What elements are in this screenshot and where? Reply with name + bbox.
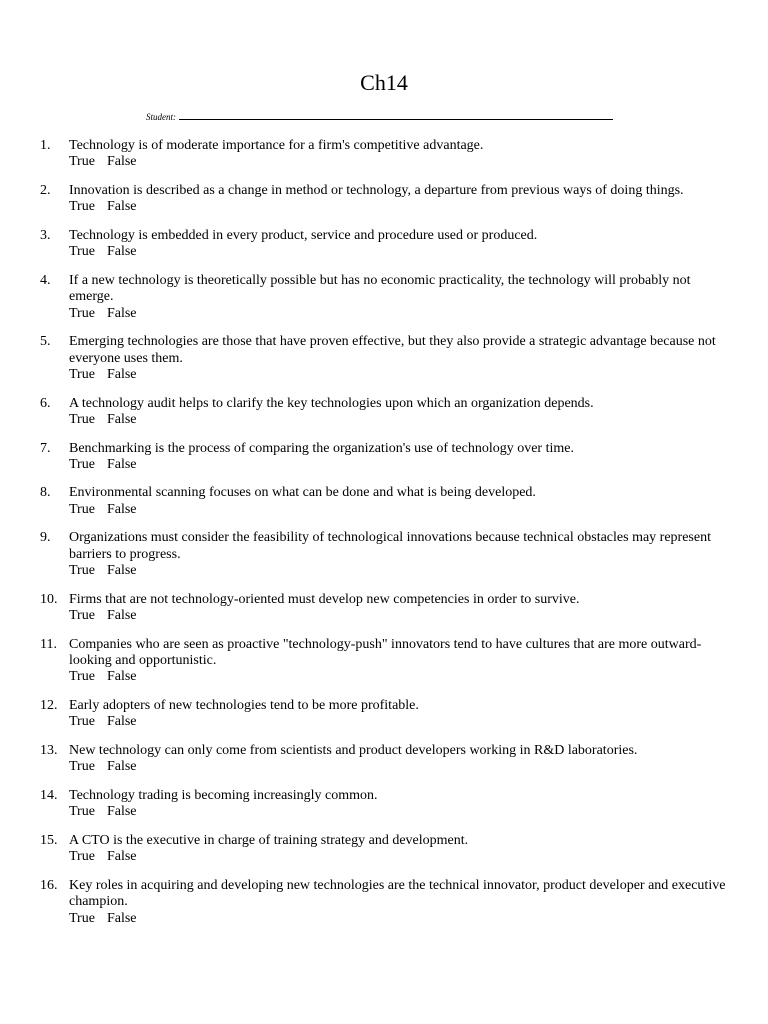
answer-true: True: [69, 669, 95, 685]
answer-true: True: [69, 305, 95, 321]
student-label: Student:: [146, 112, 176, 122]
question-number: 7.: [40, 440, 51, 456]
question-number: 12.: [40, 698, 58, 714]
answer-false: False: [106, 563, 137, 579]
answer-options: [69, 563, 730, 579]
question-item: [40, 743, 730, 776]
question-item: [40, 788, 730, 821]
question-text: Technology trading is becoming increasingly common.: [69, 787, 378, 803]
answer-options: [69, 244, 730, 260]
answer-options: [69, 669, 730, 685]
question-number: 16.: [40, 877, 58, 893]
question-text: Technology is of moderate importance for a firm's competitive advantage.: [69, 138, 484, 153]
question-item: [40, 228, 730, 261]
answer-true: True: [69, 366, 95, 382]
answer-true: True: [69, 199, 95, 215]
question-number: 4.: [40, 272, 51, 288]
answer-true: True: [69, 563, 95, 579]
question-text: Innovation is described as a change in method or technology, a departure from previous ways of doing things.: [69, 182, 684, 198]
question-number: 15.: [40, 832, 58, 848]
question-text: Emerging technologies are those that have proven effective, but they also provide a strategic advantage because not everyone uses them.: [69, 334, 716, 366]
answer-options: [69, 804, 730, 820]
answer-false: False: [106, 366, 137, 382]
answer-false: False: [106, 759, 137, 775]
answer-true: True: [69, 714, 95, 730]
answer-false: False: [106, 305, 137, 321]
question-number: 3.: [40, 227, 51, 243]
answer-options: [69, 502, 730, 518]
answer-false: False: [106, 669, 137, 685]
question-item: [40, 485, 730, 518]
question-text: Early adopters of new technologies tend to be more profitable.: [69, 698, 419, 714]
question-text: If a new technology is theoretically possible but has no economic practicality, the technology will probably not emerge.: [69, 272, 691, 305]
question-number: 13.: [40, 743, 58, 758]
answer-false: False: [106, 456, 137, 472]
question-item: [40, 273, 730, 322]
answer-false: False: [106, 910, 137, 926]
answer-false: False: [106, 501, 137, 517]
answer-true: True: [69, 501, 95, 517]
answer-false: False: [106, 608, 137, 624]
question-text: New technology can only come from scientists and product developers working in R&D laboratories.: [69, 743, 638, 758]
question-number: 14.: [40, 787, 58, 803]
question-item: [40, 833, 730, 866]
question-item: [40, 396, 730, 429]
question-item: [40, 592, 730, 625]
question-number: 2.: [40, 182, 51, 198]
question-number: 6.: [40, 395, 51, 411]
answer-true: True: [69, 849, 95, 865]
answer-options: [69, 199, 730, 215]
answer-false: False: [106, 714, 137, 730]
question-text: Key roles in acquiring and developing new technologies are the technical innovator, product developer and executive champion.: [69, 877, 726, 910]
question-number: 5.: [40, 334, 51, 350]
answer-options: [69, 306, 730, 322]
question-text: Firms that are not technology-oriented must develop new competencies in order to survive.: [69, 591, 580, 607]
question-item: [40, 138, 730, 171]
answer-options: [69, 457, 730, 473]
answer-true: True: [69, 910, 95, 926]
answer-true: True: [69, 804, 95, 820]
question-text: Companies who are seen as proactive "technology-push" innovators tend to have cultures that are more outward-looking and opportunistic.: [69, 636, 702, 669]
answer-true: True: [69, 456, 95, 472]
question-number: 10.: [40, 591, 58, 607]
answer-false: False: [106, 154, 137, 170]
question-text: Environmental scanning focuses on what can be done and what is being developed.: [69, 485, 536, 501]
answer-true: True: [69, 154, 95, 170]
answer-options: [69, 367, 730, 383]
question-item: [40, 334, 730, 383]
question-item: [40, 530, 730, 579]
student-name-blank: [179, 112, 613, 120]
answer-true: True: [69, 759, 95, 775]
answer-false: False: [106, 199, 137, 215]
page-title: Ch14: [360, 70, 408, 95]
answer-true: True: [69, 608, 95, 624]
question-text: Technology is embedded in every product, service and procedure used or produced.: [69, 227, 538, 243]
question-item: [40, 698, 730, 731]
answer-options: [69, 608, 730, 624]
answer-options: [69, 849, 730, 865]
question-item: [40, 441, 730, 474]
answer-false: False: [106, 849, 137, 865]
question-number: 1.: [40, 138, 51, 153]
answer-options: [69, 911, 730, 927]
answer-true: True: [69, 411, 95, 427]
question-item: [40, 183, 730, 216]
answer-options: [69, 759, 730, 775]
question-text: A technology audit helps to clarify the key technologies upon which an organization depends.: [69, 395, 594, 411]
answer-false: False: [106, 804, 137, 820]
question-number: 11.: [40, 636, 57, 652]
answer-options: [69, 154, 730, 170]
answer-true: True: [69, 244, 95, 260]
answer-options: [69, 714, 730, 730]
question-number: 9.: [40, 530, 51, 546]
question-text: Organizations must consider the feasibility of technological innovations because technical obstacles may represent barriers to progress.: [69, 530, 711, 562]
question-text: Benchmarking is the process of comparing the organization's use of technology over time.: [69, 440, 574, 456]
question-item: [40, 637, 730, 686]
student-name-line: [146, 112, 613, 123]
answer-false: False: [106, 411, 137, 427]
question-number: 8.: [40, 485, 51, 501]
question-list: [40, 138, 730, 927]
answer-options: [69, 412, 730, 428]
question-item: [40, 878, 730, 927]
answer-false: False: [106, 244, 137, 260]
question-text: A CTO is the executive in charge of training strategy and development.: [69, 832, 469, 848]
